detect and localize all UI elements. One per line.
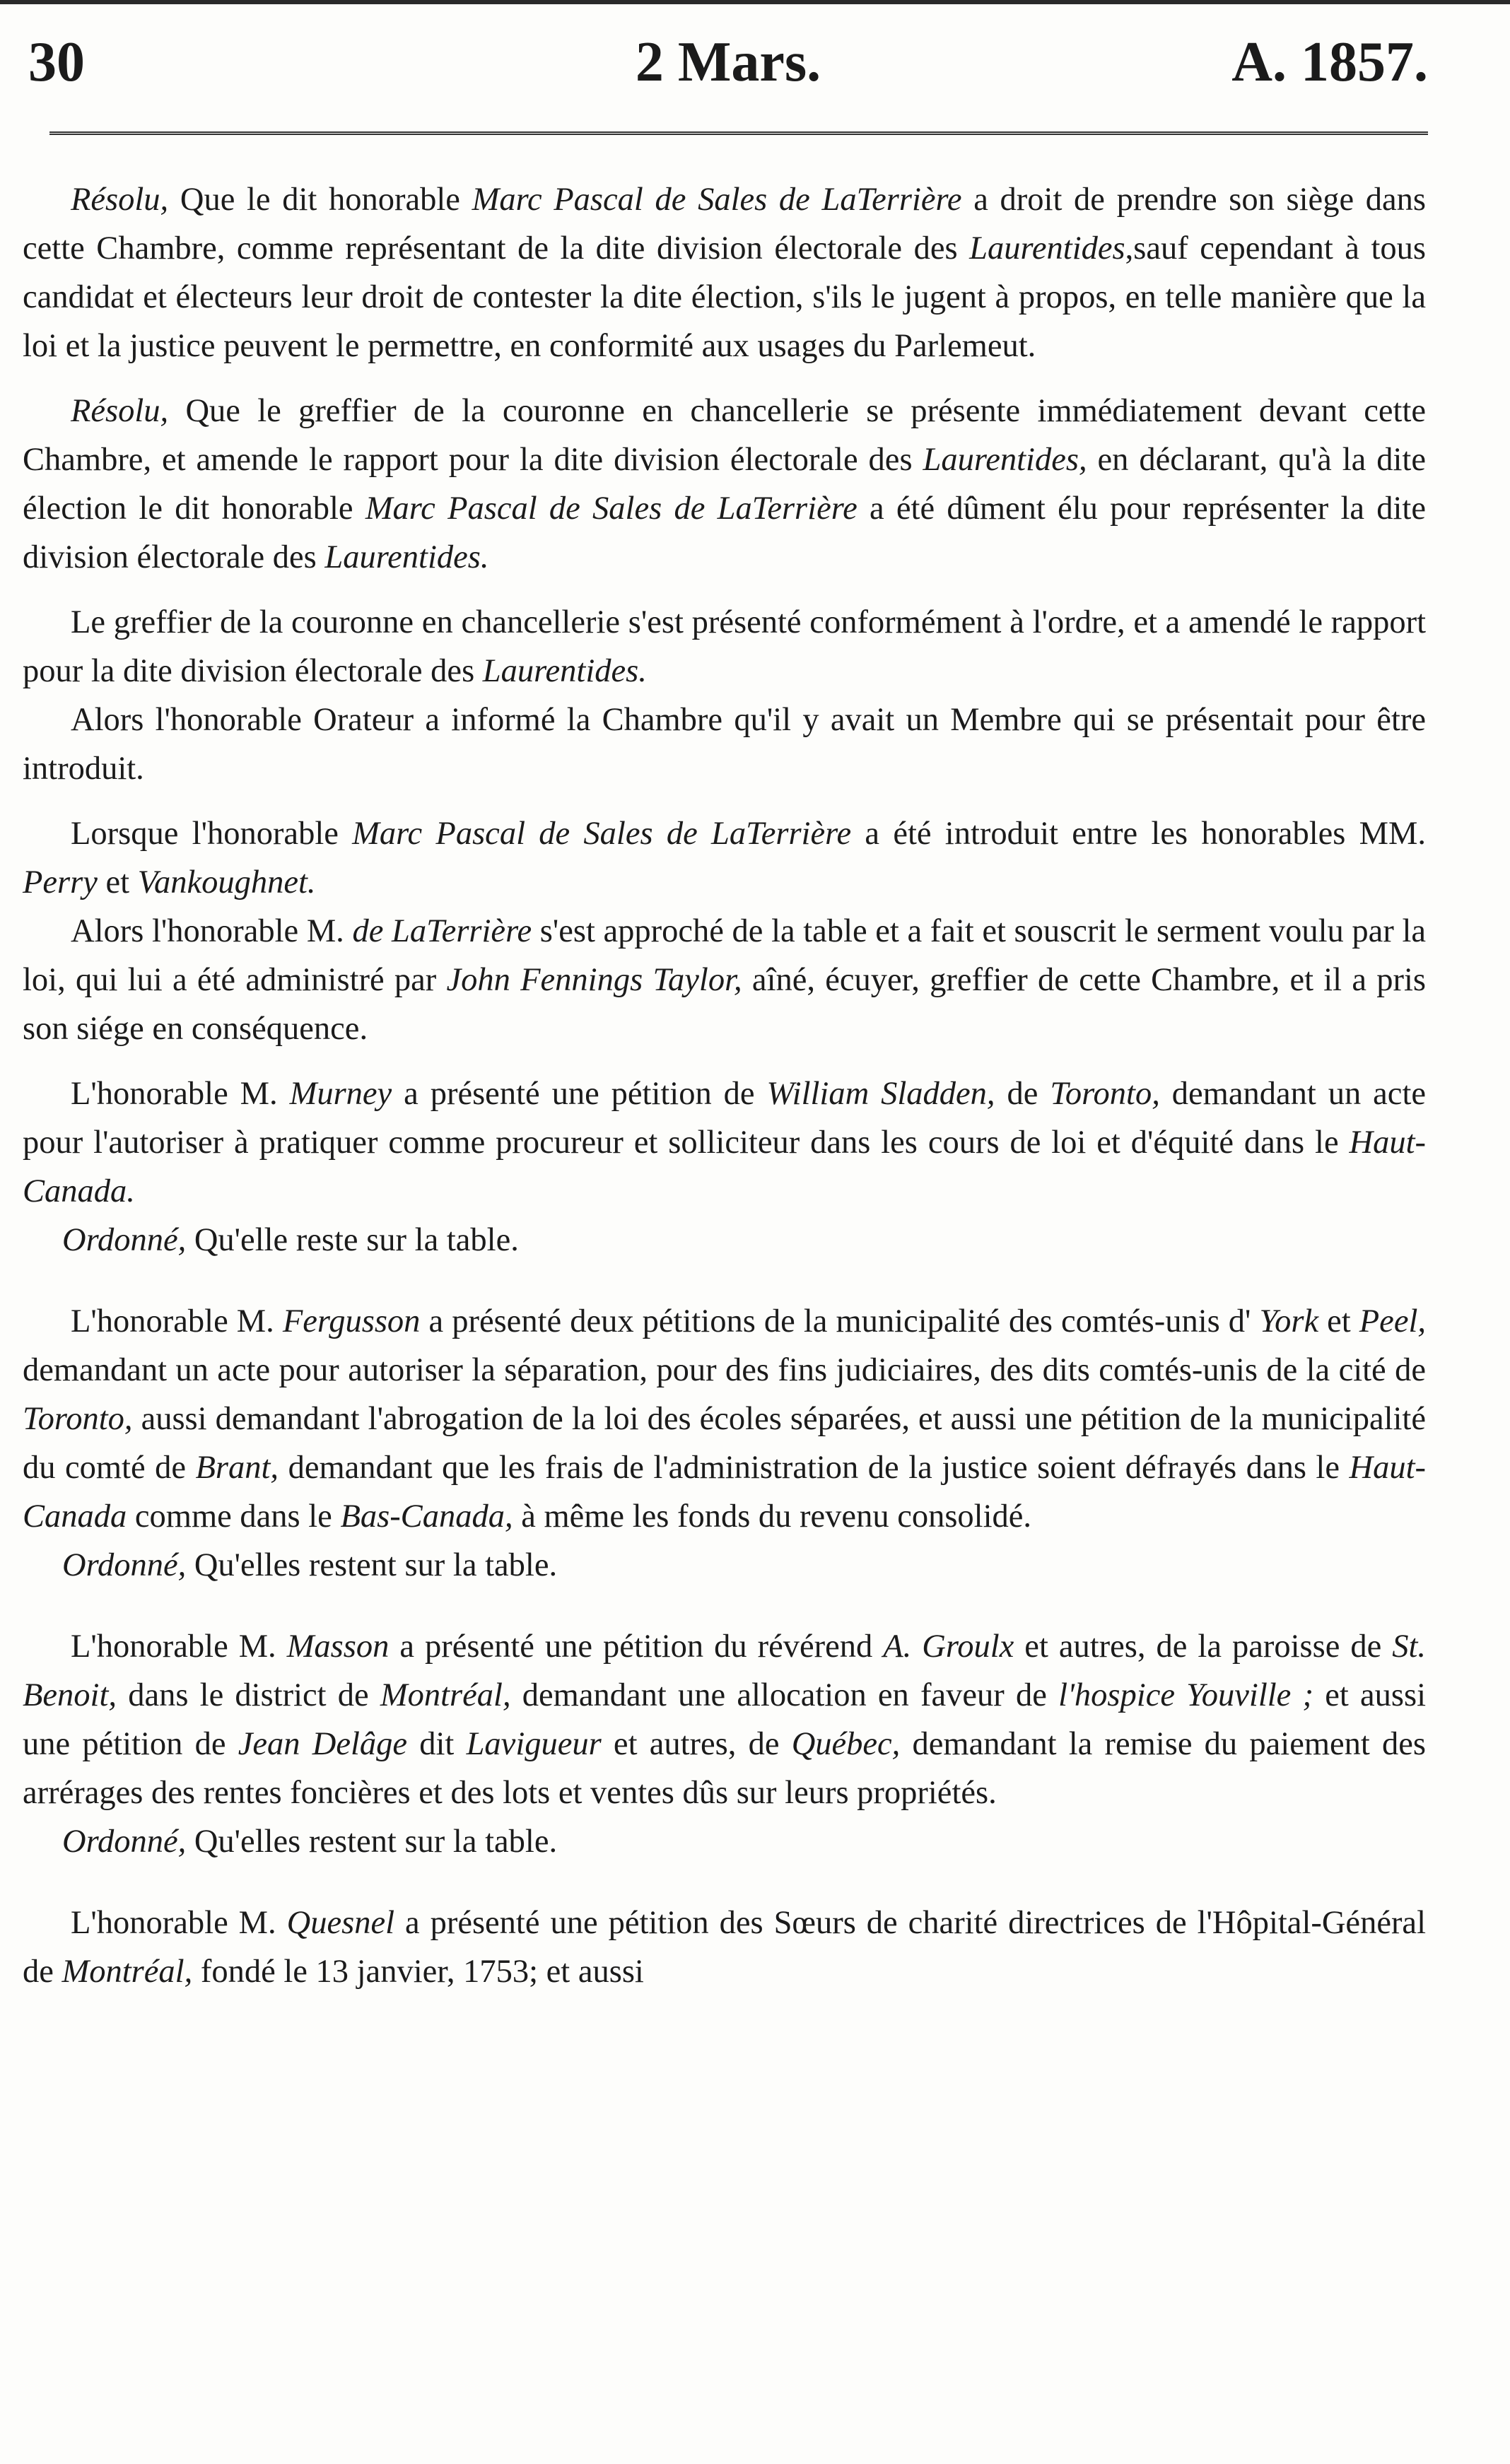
italic-name-text: Ordonné,: [62, 1547, 187, 1583]
paragraph-text: dit: [407, 1726, 467, 1762]
paragraph-text: Qu'elles restent sur la table.: [186, 1547, 558, 1583]
paragraph-text: L'honorable M.: [71, 1303, 283, 1339]
italic-name-text: Fergusson: [282, 1303, 421, 1339]
paragraph-text: Qu'elle reste sur la table.: [186, 1222, 519, 1258]
paragraph-text: demandant un acte pour autoriser la séparation, pour des fins judiciaires, des dits comtés-unis de la cité de: [23, 1352, 1426, 1388]
italic-name-text: Marc Pascal de Sales de LaTerrière: [472, 182, 962, 218]
paragraph-text: à même les fonds du revenu consolidé.: [513, 1498, 1032, 1535]
paragraph-text: et: [97, 864, 138, 900]
paragraph-text: demandant un acte pour l'autoriser à pratiquer comme procureur et solliciteur dans les cours de loi et d'équité dans le: [23, 1076, 1427, 1161]
paragraph-text: et: [1318, 1303, 1359, 1339]
italic-name-text: l'hospice Youville ;: [1058, 1677, 1314, 1713]
paragraph-text: et autres, de: [601, 1726, 792, 1762]
paragraph-petition-masson: [23, 1622, 1426, 1817]
paragraph-ordered-table: [23, 1541, 1426, 1590]
paragraph-petition-murney: [23, 1069, 1426, 1216]
paragraph-text: Le greffier de la couronne en chancellerie s'est présenté conformément à l'ordre, et a amendé le rapport pour la dite division électorale des: [23, 604, 1426, 689]
paragraph-text: L'honorable M.: [71, 1905, 287, 1941]
paragraph-text: Alors l'honorable M.: [71, 913, 353, 949]
paragraph-text: a présenté une pétition des Sœurs de charité directrices de l'Hôpital-Général de: [23, 1905, 1426, 1990]
paragraph-oath-sworn: [23, 907, 1426, 1053]
italic-name-text: St. Benoit,: [23, 1629, 1427, 1713]
paragraph-text: aîné, écuyer, greffier de cette Chambre, et il a pris son siége en conséquence.: [23, 962, 1426, 1047]
page-number: 30: [28, 31, 85, 93]
italic-name-text: Toronto,: [23, 1401, 133, 1437]
paragraph-text: a présenté une pétition du révérend: [389, 1629, 884, 1665]
italic-name-text: Québec,: [791, 1726, 901, 1762]
paragraph-text: a été introduit entre les honorables MM.: [851, 816, 1426, 852]
italic-name-text: Résolu,: [71, 182, 169, 218]
italic-name-text: John Fennings Taylor,: [446, 962, 742, 998]
paragraph-ordered-table: [23, 1216, 1426, 1265]
paragraph-text: de: [995, 1076, 1050, 1112]
paragraph-ordered-table: [23, 1817, 1426, 1866]
italic-name-text: Masson: [286, 1629, 390, 1665]
italic-name-text: Haut-Canada: [23, 1450, 1426, 1535]
italic-name-text: Ordonné,: [62, 1222, 187, 1258]
paragraph-text: et autres, de la paroisse de: [1014, 1629, 1393, 1665]
paragraph-text: en déclarant, qu'à la dite élection le dit honorable: [23, 442, 1426, 527]
italic-name-text: York: [1259, 1303, 1319, 1339]
italic-name-text: de LaTerrière: [352, 913, 532, 949]
italic-name-text: Marc Pascal de Sales de LaTerrière: [365, 491, 858, 527]
paragraph-text: aussi demandant l'abrogation de la loi des écoles séparées, et aussi une pétition de la municipalité du comté de: [23, 1401, 1426, 1486]
header-rule: [49, 131, 1428, 135]
italic-name-text: Résolu,: [71, 393, 169, 429]
paragraph-text: fondé le 13 janvier, 1753; et aussi: [192, 1954, 644, 1990]
paragraph-text: comme dans le: [127, 1498, 341, 1535]
italic-name-text: Laurentides,: [923, 442, 1087, 478]
italic-name-text: Haut-Canada.: [23, 1125, 1426, 1209]
paragraph-text: Lorsque l'honorable: [71, 816, 353, 852]
italic-name-text: Laurentides.: [482, 653, 647, 689]
paragraph-text: L'honorable M.: [71, 1076, 290, 1112]
italic-name-text: Lavigueur: [466, 1726, 602, 1762]
paragraph-member-introduced: [23, 809, 1426, 907]
paragraph-text: L'honorable M.: [71, 1629, 287, 1665]
italic-name-text: Ordonné,: [62, 1824, 187, 1860]
paragraph-text: Alors l'honorable Orateur a informé la Chambre qu'il y avait un Membre qui se présentait pour être introduit.: [23, 702, 1426, 787]
paragraph-text: demandant une allocation en faveur de: [510, 1677, 1059, 1713]
page-date: 2 Mars.: [635, 31, 821, 93]
italic-name-text: Murney: [289, 1076, 392, 1112]
paragraph-text: s'est approché de la table et a fait et souscrit le serment voulu par la loi, qui lui a été administré par: [23, 913, 1426, 998]
paragraph-text: Que le dit honorable: [168, 182, 472, 218]
paragraph-text: Que le greffier de la couronne en chancellerie se présente immédiatement devant cette Chambre, et amende le rapport pour la dite division électorale des: [23, 393, 1426, 478]
paragraph-text: a été dûment élu pour représenter la dite division électorale des: [23, 491, 1426, 575]
paragraph-text: a présenté une pétition de: [392, 1076, 767, 1112]
paragraph-text: et aussi une pétition de: [23, 1677, 1426, 1762]
paragraph-text: ,sauf cependant à tous candidat et électeurs leur droit de contester la dite élection, s'ils le jugent à propos, en telle manière que la loi et la justice peuvent le permettre, en conformité aux usages du Parlemeut.: [23, 230, 1426, 364]
document-body: [23, 175, 1426, 2012]
paragraph-speaker-informed: [23, 696, 1426, 793]
paragraph-resolution-seat: [23, 175, 1426, 370]
page-year: A. 1857.: [1231, 31, 1428, 93]
paragraph-text: a présenté deux pétitions de la municipalité des comtés-unis d': [420, 1303, 1260, 1339]
italic-name-text: Vankoughnet.: [137, 864, 316, 900]
italic-name-text: Perry: [23, 864, 98, 900]
italic-name-text: Laurentides: [969, 230, 1125, 266]
italic-name-text: Laurentides.: [324, 539, 489, 575]
italic-name-text: William Sladden,: [766, 1076, 995, 1112]
italic-name-text: Jean Delâge: [238, 1726, 408, 1762]
italic-name-text: A. Groulx: [883, 1629, 1014, 1665]
italic-name-text: Peel,: [1359, 1303, 1427, 1339]
paragraph-text: demandant que les frais de l'administration de la justice soient défrayés dans le: [279, 1450, 1350, 1486]
paragraph-petition-quesnel: [23, 1899, 1426, 1996]
italic-name-text: Toronto,: [1050, 1076, 1160, 1112]
paragraph-text: Qu'elles restent sur la table.: [186, 1824, 558, 1860]
paragraph-resolution-amend: [23, 387, 1426, 582]
paragraph-text: a droit de prendre son siège dans cette Chambre, comme représentant de la dite division électorale des: [23, 182, 1426, 266]
italic-name-text: Montréal,: [380, 1677, 511, 1713]
italic-name-text: Bas-Canada,: [340, 1498, 513, 1535]
page-header: [28, 28, 1428, 96]
italic-name-text: Marc Pascal de Sales de LaTerrière: [352, 816, 852, 852]
paragraph-text: demandant la remise du paiement des arrérages des rentes foncières et des lots et ventes dûs sur leurs propriétés.: [23, 1726, 1427, 1811]
paragraph-text: dans le district de: [117, 1677, 380, 1713]
italic-name-text: Quesnel: [286, 1905, 394, 1941]
paragraph-petition-fergusson: [23, 1297, 1426, 1541]
top-border-rule: [0, 0, 1510, 4]
italic-name-text: Montréal,: [62, 1954, 193, 1990]
italic-name-text: Brant,: [195, 1450, 279, 1486]
paragraph-clerk-amended: [23, 598, 1426, 696]
